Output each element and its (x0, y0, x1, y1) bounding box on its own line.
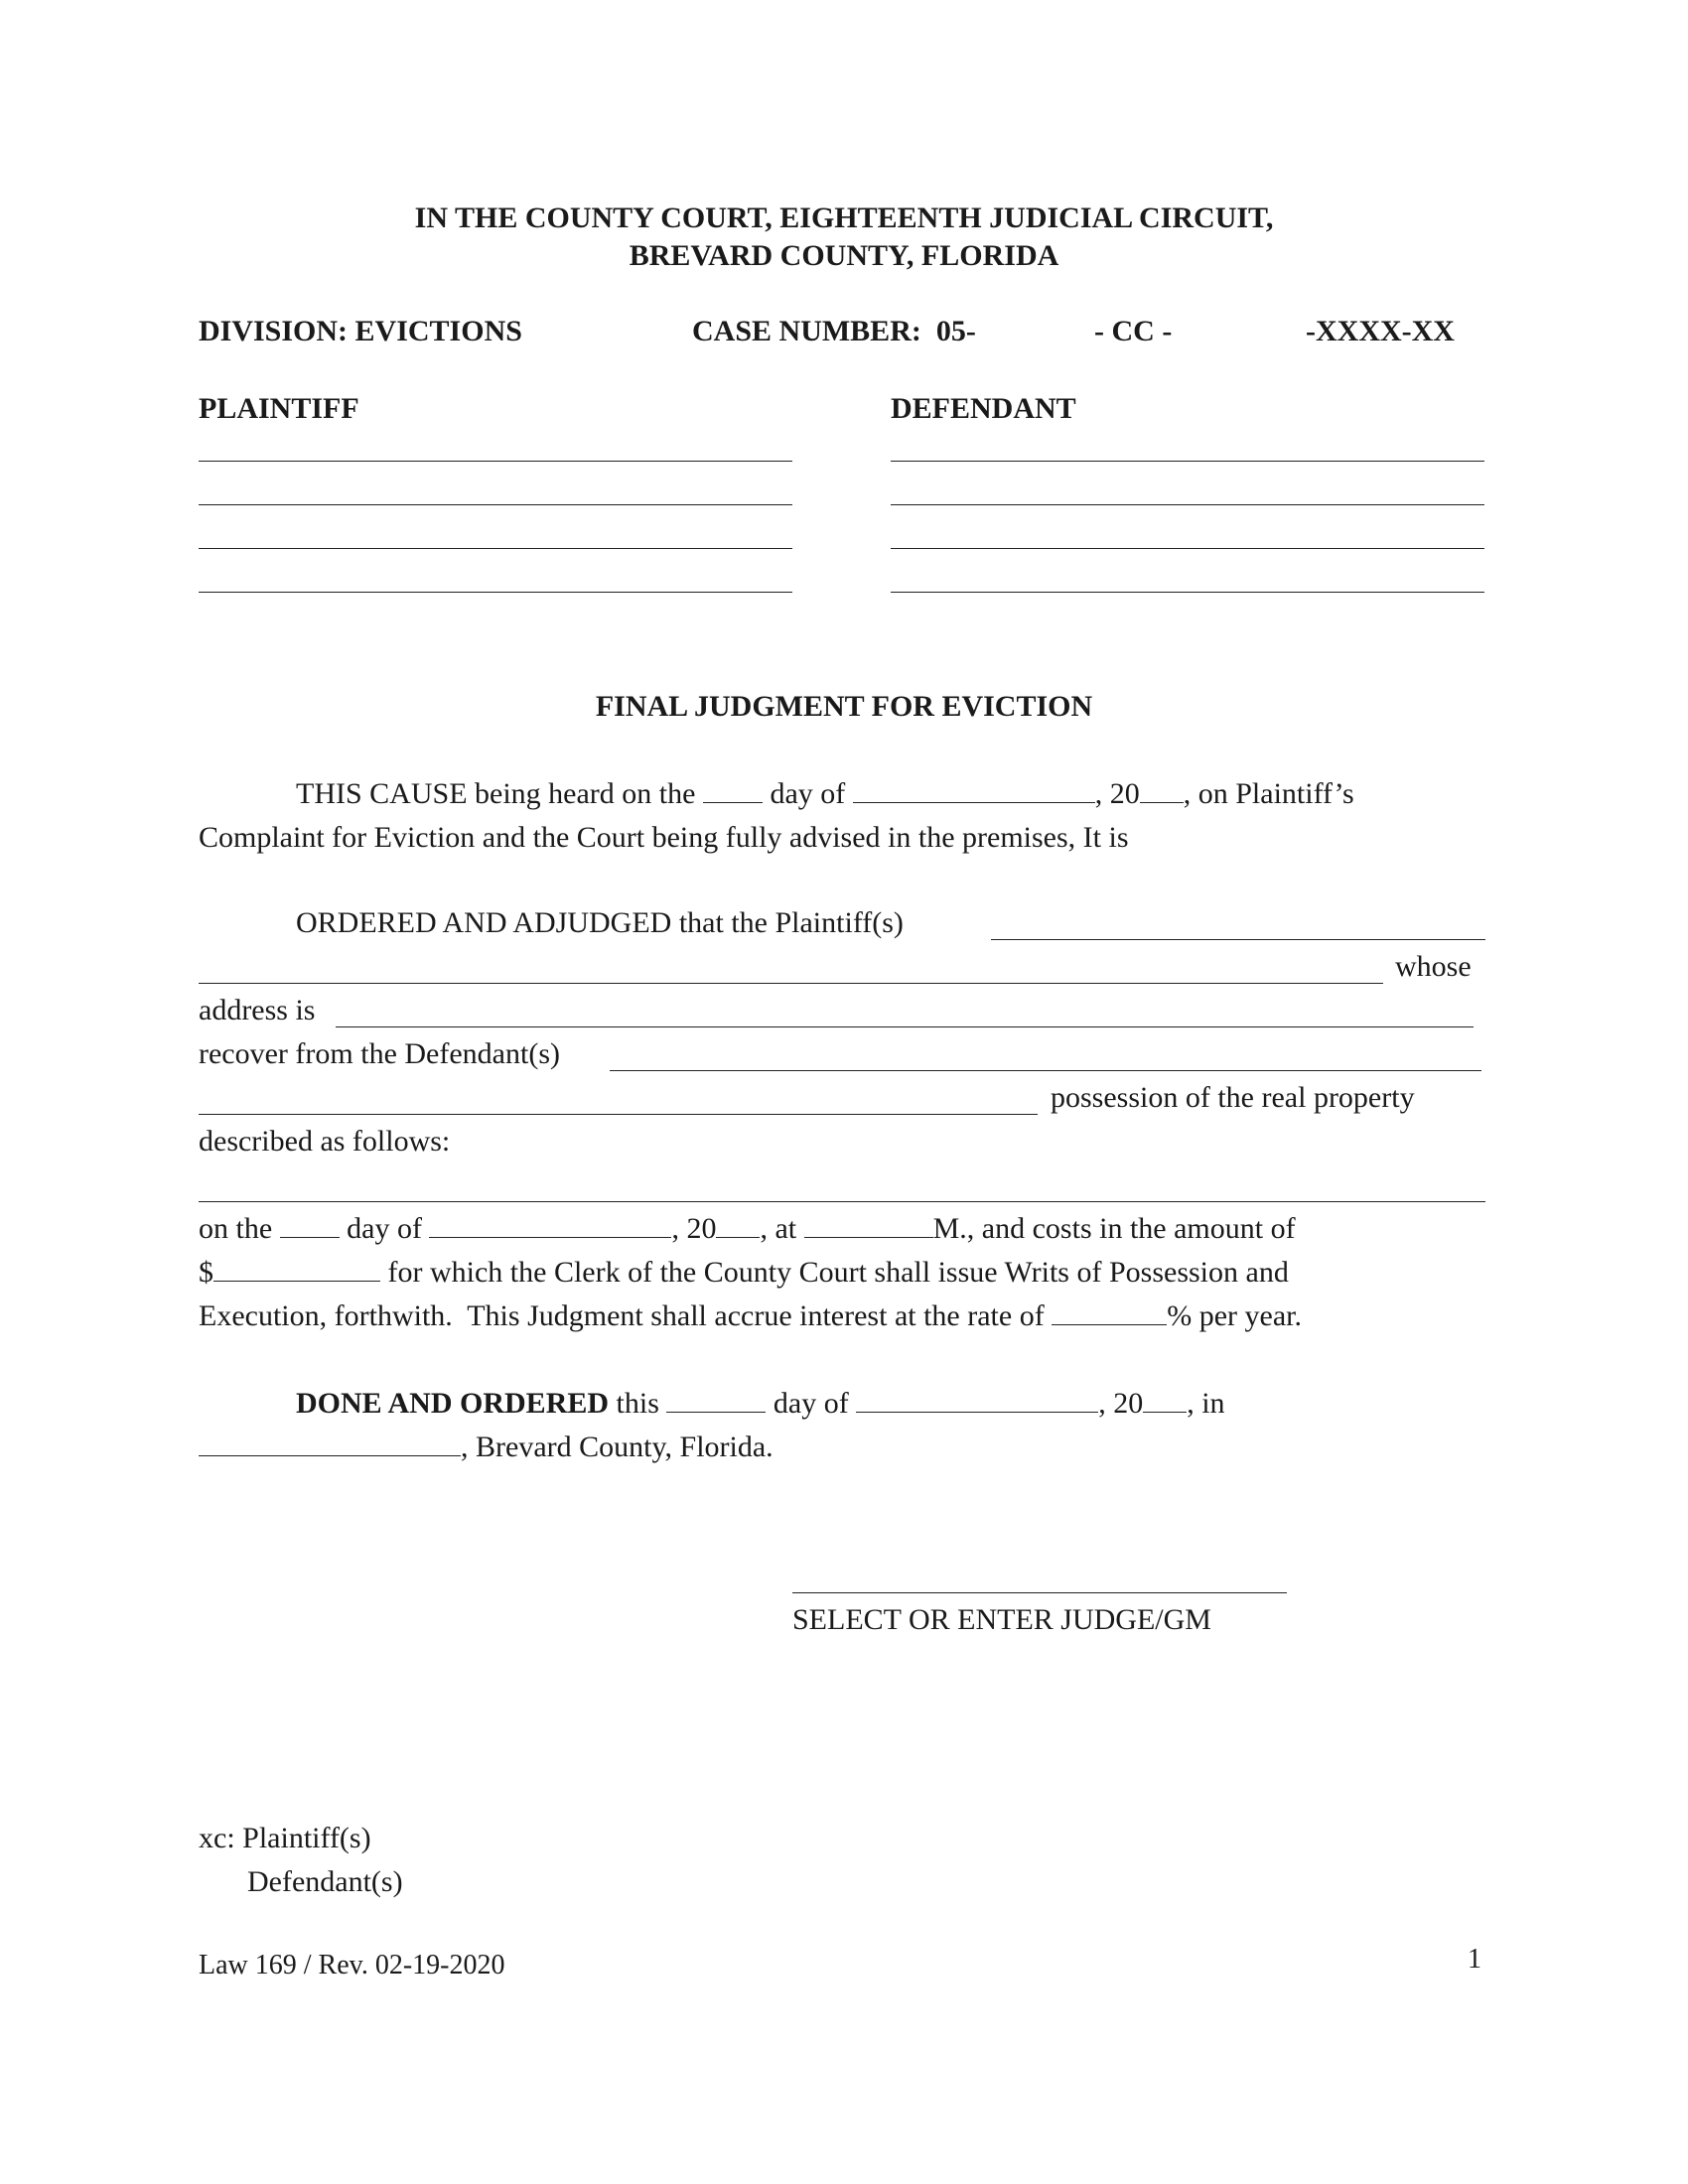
address-blank[interactable] (336, 1026, 1474, 1027)
plaintiff-name-blank-cont[interactable] (199, 983, 1383, 984)
done-year-text: , 20 (1098, 1387, 1144, 1420)
property-description-blank[interactable] (199, 1201, 1485, 1202)
plaintiff-name-blank[interactable] (991, 939, 1485, 940)
writs-text: for which the Clerk of the County Court shall issue Writs of Possession and (380, 1256, 1289, 1289)
case-number-label: CASE NUMBER: 05- (692, 315, 976, 347)
cause-text-end: , on Plaintiff’s (1183, 777, 1354, 810)
interest-line (199, 1298, 1302, 1334)
plaintiff-line[interactable] (199, 461, 792, 462)
done-this-text: this (609, 1387, 667, 1420)
dollar-sign: $ (199, 1256, 213, 1289)
cause-text-year: , 20 (1094, 777, 1140, 810)
cause-text-dayof: day of (762, 777, 853, 810)
defendant-heading: DEFENDANT (891, 392, 1076, 425)
case-number-suffix: -XXXX-XX (1306, 315, 1455, 347)
division-label: DIVISION: EVICTIONS (199, 315, 522, 347)
done-in-text: , in (1187, 1387, 1225, 1420)
court-title-line2: BREVARD COUNTY, FLORIDA (629, 239, 1059, 272)
done-ordered-line (296, 1386, 1225, 1422)
possession-year-text: , 20 (671, 1212, 717, 1245)
brevard-county-text: , Brevard County, Florida. (461, 1431, 774, 1463)
cause-line1 (296, 776, 1354, 812)
defendant-name-blank[interactable] (610, 1070, 1481, 1071)
ordered-adjudged-text: ORDERED AND ADJUDGED that the Plaintiff(s) (296, 906, 904, 939)
judge-label: SELECT OR ENTER JUDGE/GM (792, 1603, 1211, 1636)
xc-defendant: Defendant(s) (247, 1865, 403, 1898)
cause-text-start: THIS CAUSE being heard on the (296, 777, 703, 810)
cause-year-blank[interactable] (1140, 776, 1184, 803)
possession-year-blank[interactable] (716, 1211, 760, 1238)
possession-text: possession of the real property (1051, 1081, 1415, 1114)
judge-signature-line[interactable] (792, 1592, 1287, 1593)
done-day-blank[interactable] (666, 1386, 766, 1413)
on-the-text: on the (199, 1212, 280, 1245)
done-year-blank[interactable] (1143, 1386, 1187, 1413)
on-the-line (199, 1211, 1296, 1247)
form-revision: Law 169 / Rev. 02-19-2020 (199, 1950, 505, 1980)
cause-month-blank[interactable] (853, 776, 1095, 803)
possession-at-text: , at (760, 1212, 804, 1245)
address-label: address is (199, 994, 316, 1026)
interest-text: Execution, forthwith. This Judgment shall accrue interest at the rate of (199, 1299, 1053, 1332)
case-number-cc: - CC - (1094, 315, 1173, 347)
possession-time-blank[interactable] (804, 1211, 933, 1238)
defendant-line[interactable] (891, 504, 1484, 505)
plaintiff-line[interactable] (199, 504, 792, 505)
recover-label: recover from the Defendant(s) (199, 1037, 560, 1070)
possession-day-blank[interactable] (280, 1211, 340, 1238)
county-line (199, 1430, 774, 1465)
court-title-line1: IN THE COUNTY COURT, EIGHTEENTH JUDICIAL CIRCUIT, (414, 202, 1274, 234)
plaintiff-heading: PLAINTIFF (199, 392, 359, 425)
possession-dayof-text: day of (339, 1212, 430, 1245)
defendant-line[interactable] (891, 461, 1484, 462)
done-month-blank[interactable] (856, 1386, 1098, 1413)
possession-month-blank[interactable] (429, 1211, 671, 1238)
defendant-name-blank-cont[interactable] (199, 1114, 1038, 1115)
plaintiff-line[interactable] (199, 592, 792, 593)
done-ordered-bold: DONE AND ORDERED (296, 1387, 610, 1420)
plaintiff-line[interactable] (199, 548, 792, 549)
city-blank[interactable] (199, 1430, 461, 1456)
done-dayof-text: day of (766, 1387, 857, 1420)
defendant-line[interactable] (891, 592, 1484, 593)
costs-amount-blank[interactable] (213, 1255, 380, 1282)
amount-line (199, 1255, 1289, 1291)
document-title: FINAL JUDGMENT FOR EVICTION (595, 690, 1093, 723)
costs-text: M., and costs in the amount of (932, 1212, 1296, 1245)
xc-plaintiff: xc: Plaintiff(s) (199, 1822, 371, 1854)
defendant-line[interactable] (891, 548, 1484, 549)
cause-day-blank[interactable] (703, 776, 763, 803)
page-number: 1 (1468, 1944, 1481, 1975)
described-text: described as follows: (199, 1125, 451, 1158)
cause-line2: Complaint for Eviction and the Court being fully advised in the premises, It is (199, 821, 1129, 854)
per-year-text: % per year. (1167, 1299, 1302, 1332)
interest-rate-blank[interactable] (1052, 1298, 1167, 1325)
whose-text: whose (1395, 950, 1472, 983)
